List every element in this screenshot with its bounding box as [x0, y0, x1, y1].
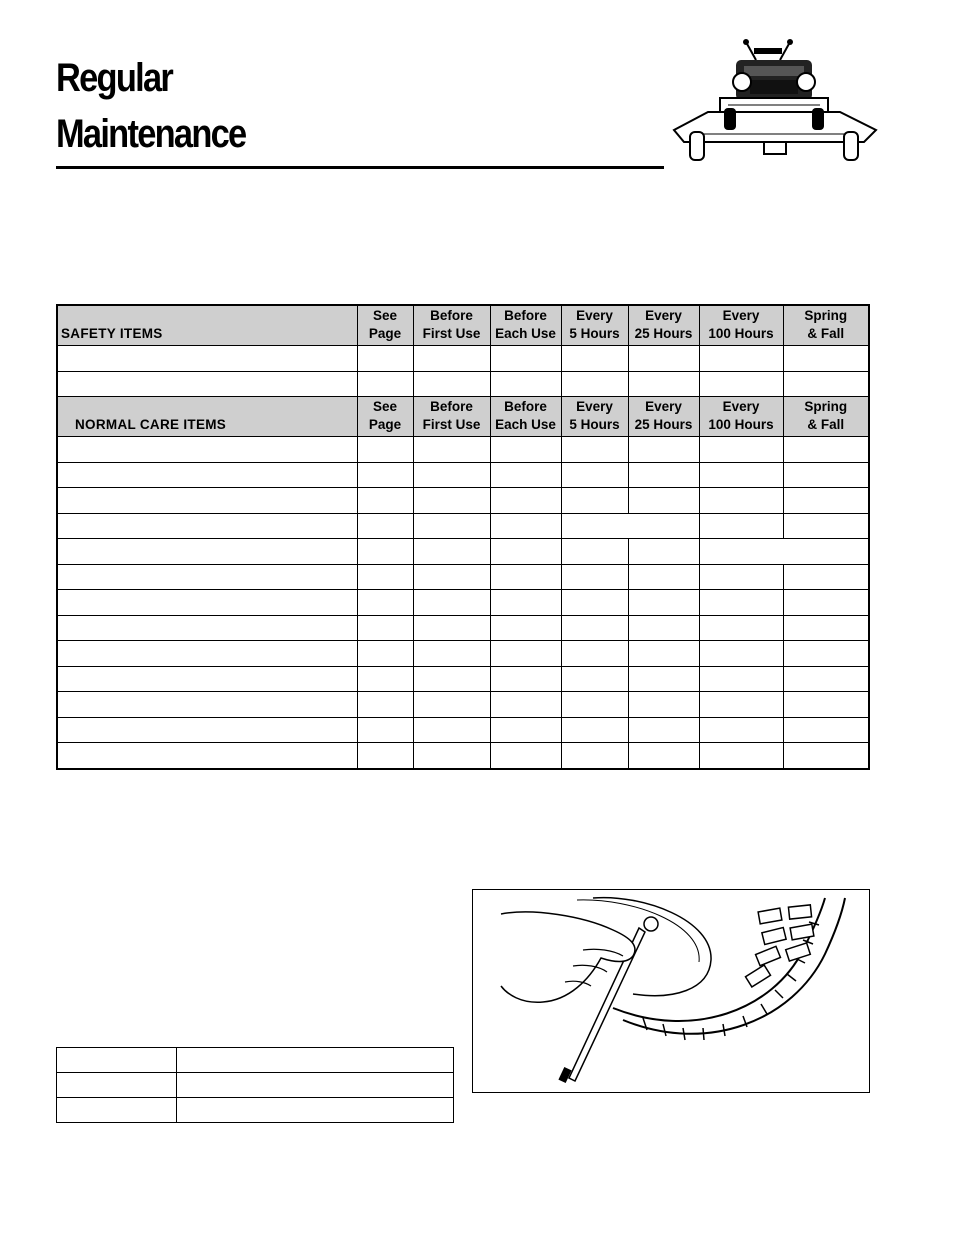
table-row — [57, 564, 869, 590]
normal-care-header-row — [57, 397, 869, 437]
normal-care-items-header: NORMAL CARE ITEMS — [57, 397, 357, 437]
col-header-before-each-use: Before Each Use — [490, 305, 561, 346]
table-row — [57, 692, 869, 718]
table-row — [57, 1073, 454, 1098]
table-row — [57, 539, 869, 565]
col-header-every-25-hours: Every 25 Hours — [628, 397, 699, 437]
page-title-line1: Regular — [56, 56, 173, 100]
table-row — [57, 717, 869, 743]
table-row — [57, 346, 869, 372]
page-title — [56, 50, 245, 162]
table-row — [57, 513, 869, 539]
table-row — [57, 641, 869, 667]
col-header-every-100-hours: Every 100 Hours — [699, 397, 783, 437]
col-header-every-5-hours: Every 5 Hours — [561, 397, 628, 437]
table-row — [57, 462, 869, 488]
tire-gauge-figure — [472, 889, 870, 1093]
table-row — [57, 371, 869, 397]
title-rule — [56, 166, 664, 169]
col-header-before-each-use: Before Each Use — [490, 397, 561, 437]
table-row — [57, 437, 869, 463]
col-header-every-25-hours: Every 25 Hours — [628, 305, 699, 346]
table-row — [57, 1048, 454, 1073]
col-header-see-page: See Page — [357, 305, 413, 346]
maintenance-schedule-table — [56, 304, 870, 770]
table-row — [57, 590, 869, 616]
table-row — [57, 743, 869, 769]
col-header-every-100-hours: Every 100 Hours — [699, 305, 783, 346]
table-row — [57, 666, 869, 692]
col-header-spring-fall: Spring & Fall — [783, 305, 869, 346]
table-row — [57, 615, 869, 641]
mower-icon — [664, 38, 882, 166]
col-header-before-first-use: Before First Use — [413, 305, 490, 346]
page-title-line2: Maintenance — [56, 112, 246, 156]
table-row — [57, 488, 869, 514]
safety-header-row — [57, 305, 869, 346]
col-header-spring-fall: Spring & Fall — [783, 397, 869, 437]
col-header-see-page: See Page — [357, 397, 413, 437]
col-header-before-first-use: Before First Use — [413, 397, 490, 437]
col-header-every-5-hours: Every 5 Hours — [561, 305, 628, 346]
tire-pressure-table — [56, 1047, 454, 1123]
safety-items-header: SAFETY ITEMS — [57, 305, 357, 346]
tire-pressure-gauge-icon — [473, 890, 869, 1092]
table-row — [57, 1098, 454, 1123]
